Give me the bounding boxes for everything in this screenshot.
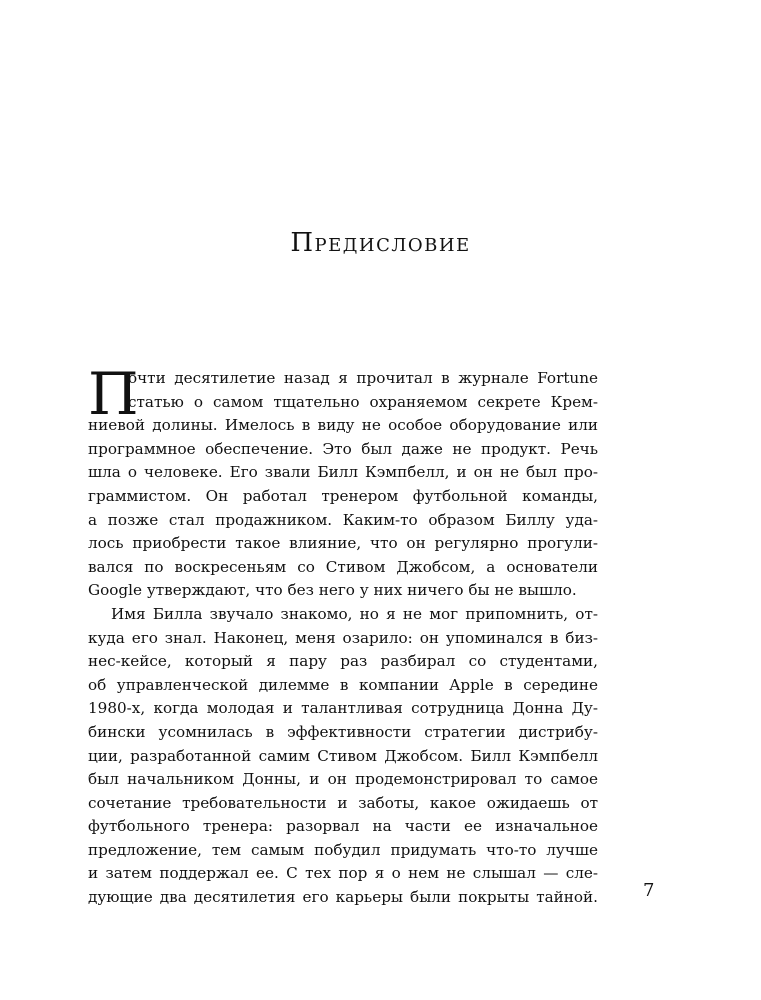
text-line: дующие два десятилетия его карьеры были покрыты тайной. [88,888,598,907]
drop-cap: П [88,360,139,428]
page-number: 7 [643,880,655,901]
text-line: граммистом. Он работал тренером футбольной команды, [88,486,598,505]
text-line: футбольного тренера: разорвал на части ее изначальное [88,817,598,836]
text-line: 1980-х, когда молодая и талантливая сотрудница Донна Ду- [88,699,598,718]
text-line: статью о самом тщательно охраняемом секрете Крем- [128,392,598,411]
text-line: очти десятилетие назад я прочитал в журнале Fortune [128,369,598,387]
text-line: ниевой долины. Имелось в виду не особое оборудование или [88,416,598,435]
chapter-title: Предисловие [290,228,471,258]
text-line: был начальником Донны, и он продемонстрировал то самое [88,770,598,789]
text-line: а позже стал продажником. Каким-то образом Биллу уда- [88,510,598,529]
paragraph-1 [88,360,598,603]
text-line: Имя Билла звучало знакомо, но я не мог припомнить, от- [111,604,598,623]
text-line: вался по воскресеньям со Стивом Джобсом, а основатели [88,557,598,576]
text-line: Google утверждают, что без него у них ничего бы не вышло. [88,581,577,600]
body-text [88,360,598,910]
text-line: нес-кейсе, который я пару раз разбирал со студентами, [88,652,598,671]
text-line: куда его знал. Наконец, меня озарило: он упоминался в биз- [88,628,598,647]
text-line: бински усомнилась в эффективности стратегии дистрибу- [88,722,598,741]
text-line: лось приобрести такое влияние, что он регулярно прогули- [88,534,598,553]
text-line: программное обеспечение. Это был даже не продукт. Речь [88,439,598,458]
text-line: и затем поддержал ее. С тех пор я о нем не слышал — сле- [88,864,598,883]
text-line: об управленческой дилемме в компании Apple в середине [88,675,598,694]
paragraph-2 [88,603,598,910]
text-line: предложение, тем самым побудил придумать что-то лучше [88,840,598,859]
text-line: ции, разработанной самим Стивом Джобсом. Билл Кэмпбелл [88,746,598,765]
text-line: шла о человеке. Его звали Билл Кэмпбелл, и он не был про- [88,463,598,482]
text-line: сочетание требовательности и заботы, какое ожидаешь от [88,793,598,812]
